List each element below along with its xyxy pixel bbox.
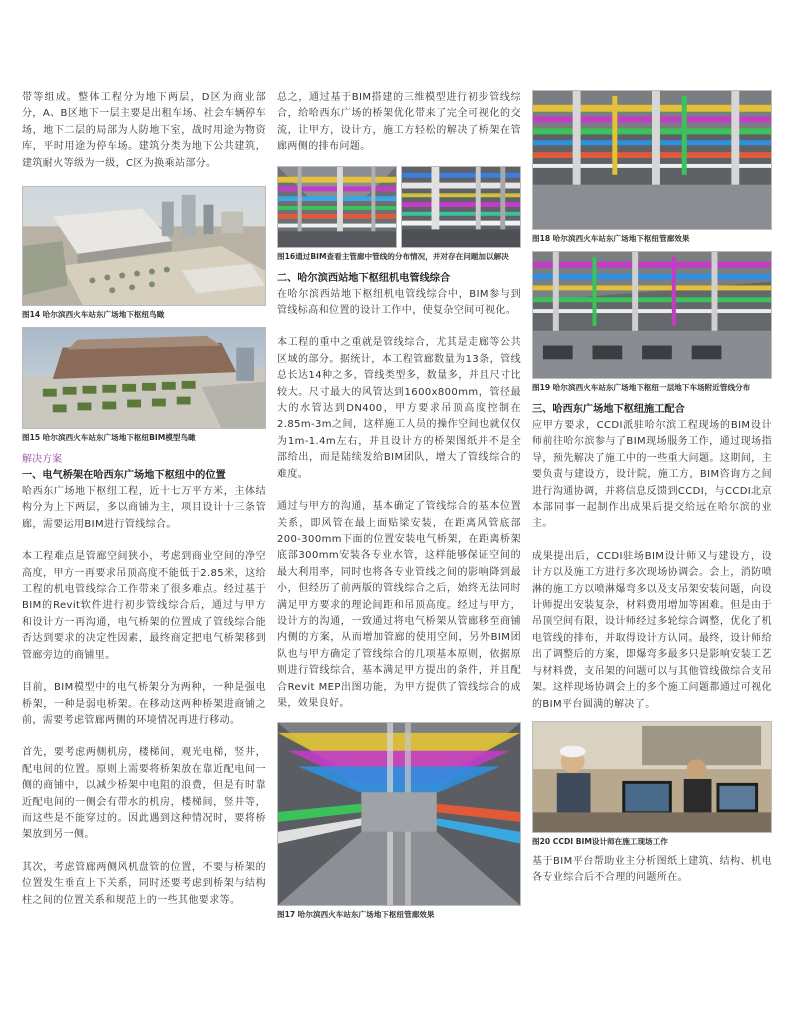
paragraph-mep-statistics: 本工程的重中之重就是管线综合，尤其是走廊等公共区域的部分。据统计，本工程管廊数量为13条，管线总长达14种之多，管线类型多，数量多，并且尺寸比较大。尺寸最大的风管达到1600x800mm，管径最大的水管达到DN400，甲方要求吊顶高度控制在2.85m-3m之间，这样施工人员的操作空间也就仅仅为1m-1.4m左右，并且设计方的桥架图纸并不是全部给出，而是陆续发给BIM团队，增大了管线综合的难度。 <box>277 337 521 480</box>
figure-19-parking-render <box>532 251 772 379</box>
figure-14-caption: 图14 哈尔滨西火车站东广场地下枢纽鸟瞰 <box>22 310 165 320</box>
figure-17-gallery-render <box>277 722 521 906</box>
figure-16-pipe-gallery <box>277 166 521 248</box>
figure-17-caption: 图17 哈尔滨西火车站东广场地下枢纽管廊效果 <box>277 910 435 920</box>
figure-16b-render <box>401 166 521 248</box>
figure-18-gallery-render <box>532 90 772 230</box>
paragraph-bim-platform: 基于BIM平台帮助业主分析图纸上建筑、结构、机电各专业综合后不合理的问题所在。 <box>532 855 772 884</box>
figure-20-caption: 图20 CCDI BIM设计师在施工现场工作 <box>532 836 668 846</box>
figure-20-designers-photo <box>532 721 772 833</box>
figure-15-caption: 图15 哈尔滨西火车站东广场地下枢纽BIM模型鸟瞰 <box>22 433 196 443</box>
paragraph-building-overview: 带等组成。整体工程分为地下两层，D区为商业部分，A、B区地下一层主要是出租车场、社会车辆停车场，地下二层的局部为人防地下室，战时用途为物资库，平时用途为停车场。建筑分类为地下公共建筑，建筑耐火等级为一级，C区为换乘站部分。 <box>22 92 266 169</box>
section-label-solution: 解决方案 <box>22 454 62 466</box>
figure-16a-render <box>277 166 397 248</box>
figure-19-caption: 图19 哈尔滨西火车站东广场地下枢纽一层地下车场附近管线分布 <box>532 383 751 392</box>
figure-15-bim-model <box>22 327 266 429</box>
paragraph-onsite-service: 应甲方要求，CCDI派驻哈尔滨工程现场的BIM设计师前往哈尔滨参与了BIM现场服务工作，通过现场指导，预先解决了施工中的一些重大问题。这期间，主要负责与建设方，设计院，施工方，BIM咨询方之间进行沟通协调，并将信息反馈到CCDI，与CCDI北京本部同事一起制作出成果后提交给远在哈尔滨的业主。 <box>532 420 772 530</box>
figure-18-caption: 图18 哈尔滨西火车站东广场地下枢纽管廊效果 <box>532 234 690 243</box>
paragraph-project-intro: 哈西东广场地下枢纽工程，近十七万平方米，主体结构分为上下两层，多以商铺为主，项目设计十三条管廊，需要运用BIM进行管线综合。 <box>22 486 266 530</box>
figure-14-aerial-photo <box>22 186 266 306</box>
column-right <box>532 90 772 887</box>
paragraph-coordination-meeting: 成果提出后，CCDI驻场BIM设计师又与建设方，设计方以及施工方进行多次现场协调会。会上，消防喷淋的施工方以喷淋爆弯多以及支吊架安装问题，向设计师提出安装复杂，材料费用增加等困难。但是由于吊顶空间有限，设计师经过多轮综合调整，优化了机电管线的排布，并取得设计方认同。最终，设计师给出了调整后的方案，即爆弯多最多只是影响安装工艺与材料费，支吊架的问题可以与其他管线做综合支吊架。这样现场协调会上的多个施工问题都通过可视化的BIM平台圆满的解决了。 <box>532 550 772 710</box>
figure-16-caption: 图16通过BIM查看主管廊中管线的分布情况，并对存在问题加以解决 <box>277 251 509 261</box>
paragraph-first-consideration: 首先，要考虑两侧机房，楼梯间，观光电梯，竖井，配电间的位置。原则上需要将桥架放在靠近配电间一侧的商铺中，以减少桥架中电阻的浪费，但是有时靠近配电间的一侧会有带水的机房，楼梯间，竖井等，而这些是不能穿过的。因此遇到这种情况时，要将桥架放到另一侧。 <box>22 747 266 841</box>
heading-cable-tray-position: 一、电气桥架在哈西东广场地下枢纽中的位置 <box>22 470 226 482</box>
column-left <box>22 90 266 909</box>
heading-mep-coordination: 二、哈尔滨西站地下枢纽机电管线综合 <box>277 272 451 284</box>
heading-construction-support: 三、哈西东广场地下枢纽施工配合 <box>532 404 685 415</box>
paragraph-summary: 总之，通过基于BIM搭建的三维模型进行初步管线综合，给哈西东广场的桥架优化带来了完全可视化的交流，让甲方，设计方，施工方轻松的解决了桥架在管廊两侧的排布问题。 <box>277 92 521 153</box>
paragraph-second-consideration: 其次，考虑管廊两侧风机盘管的位置，不要与桥架的位置发生垂直上下关系，同时还要考虑到桥架与结构柱之间的位置关系和规范上的一些其他要求等。 <box>22 861 266 906</box>
paragraph-mep-communication: 通过与甲方的沟通，基本确定了管线综合的基本位置关系，即风管在最上面贴梁安装，在距离风管底部200-300mm下面的位置安装电气桥架，在距离桥架底部300mm安装各专业水管，这样能够保证空间的最大利用率，同时也将各专业管线之间的影响降到最小，但经历了前两版的管线综合之后，始终无法同时满足甲方要求的理论间距和吊顶高度。经过与甲方，设计方的沟通，一致通过将电气桥架从管廊移至商铺内侧的方案，从而增加管廊的使用空间，另外BIM团队也与甲方确定了管线综合的几项基本原则，依据原则进行管线综合，基本满足甲方提出的条件，并且配合Revit MEP出图功能，为甲方提供了管线综合的成果，效果良好。 <box>277 501 521 709</box>
paragraph-difficulty: 本工程难点是管廊空间狭小，考虑到商业空间的净空高度，甲方一再要求吊顶高度不能低于2.85米，这给工程的机电管线综合工作带来了很多难点。经过基于BIM的Revit软件进行初步管线综合后，通过与甲方和设计方一再沟通，电气桥架的位置成了管线综合能否达到要求的决定性因素，最终商定把电气桥架移到管廊旁边的商铺里。 <box>22 551 266 661</box>
paragraph-mep-intro: 在哈尔滨西站地下枢纽机电管线综合中，BIM参与到管线标高和位置的设计工作中，使复杂空间可视化。 <box>277 288 521 317</box>
paragraph-tray-types: 目前，BIM模型中的电气桥架分为两种，一种是强电桥架，一种是弱电桥架。在移动这两种桥架进商铺之前，需要考虑管廊两侧的环境情况再进行移动。 <box>22 682 266 726</box>
column-middle <box>277 90 521 927</box>
